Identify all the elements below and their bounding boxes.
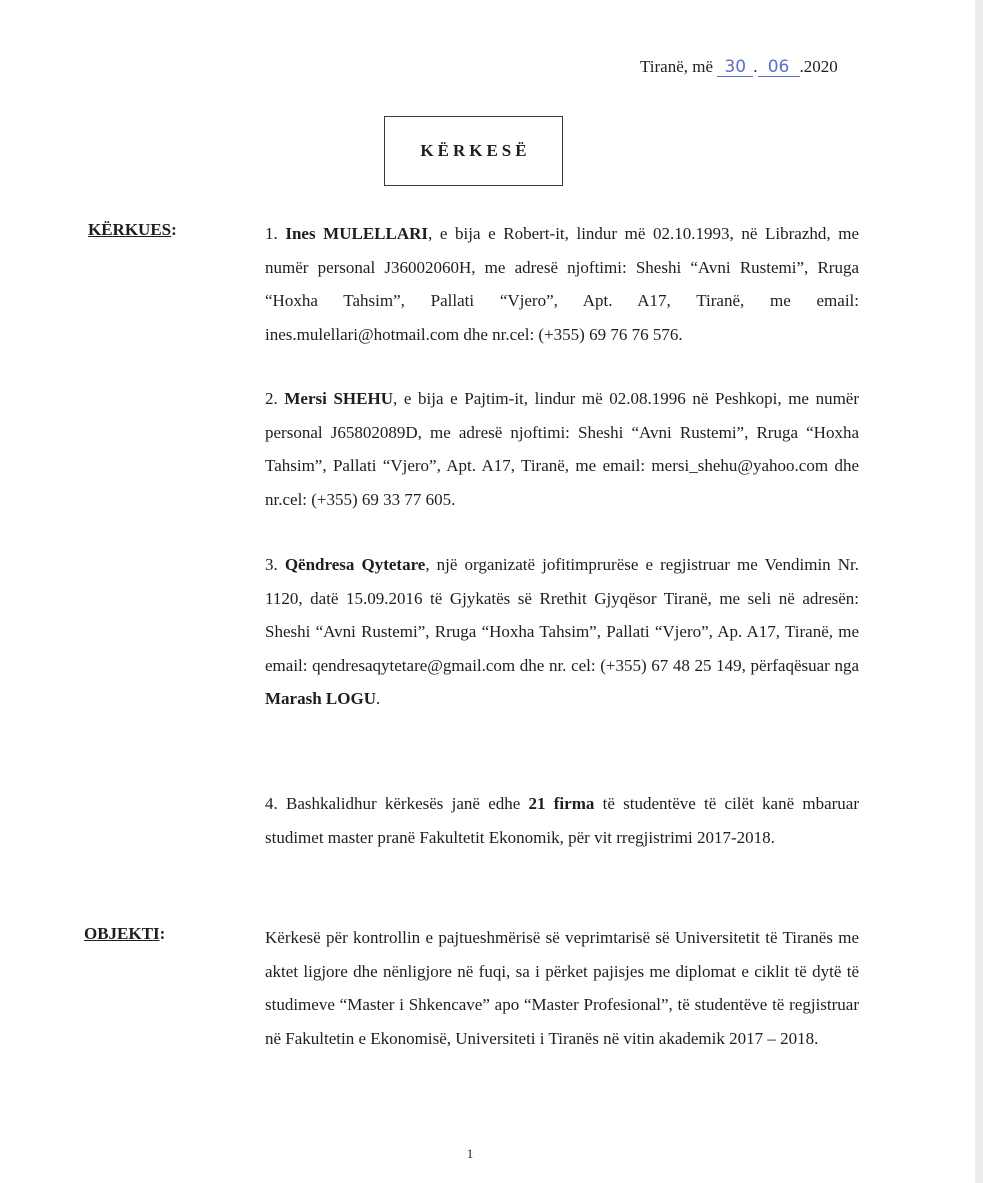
date-separator: . <box>753 57 758 76</box>
requester-label-colon: : <box>171 220 177 239</box>
object-label <box>84 924 165 944</box>
date-line <box>640 57 838 77</box>
requester-label-text: KËRKUES <box>88 220 172 239</box>
representative-name: Marash LOGU <box>265 689 376 708</box>
item-number: 4. <box>265 794 278 813</box>
signatures-pre: Bashkalidhur kërkesës janë edhe <box>286 794 529 813</box>
handwritten-month: 06 <box>758 58 800 77</box>
object-label-colon: : <box>159 924 166 943</box>
requester-name: Ines MULELLARI <box>285 224 429 243</box>
organization-end: . <box>375 689 381 708</box>
handwritten-day: 30 <box>717 58 753 77</box>
document-title-box <box>384 116 563 186</box>
requester-item-2 <box>265 382 859 516</box>
requester-details: , e bija e Robert-it, lindur më 02.10.1993, në Librazhd, me numër personal J36002060H, me adresë njoftimi: Sheshi “Avni Rustemi”, Rruga “Hoxha Tahsim”, Pallati “Vjero”, Apt. A17, Tiranë, me email: ines.mulellari@hotmail.com dhe nr.cel: (+355) 69 76 76 576. <box>265 224 860 344</box>
item-number: 3. <box>265 555 278 574</box>
date-prefix: Tiranë, më <box>640 57 714 76</box>
signatures-count: 21 firma <box>528 794 595 813</box>
requester-details: , e bija e Pajtim-it, lindur më 02.08.1996 në Peshkopi, me numër personal J65802089D, me adresë njoftimi: Sheshi “Avni Rustemi”, Rruga “Hoxha Tahsim”, Pallati “Vjero”, Apt. A17, Tiranë, me email: mersi_shehu@yahoo.com dhe nr.cel: (+355) 69 33 77 605. <box>265 389 860 509</box>
requester-item-4 <box>265 787 859 854</box>
requester-name: Mersi SHEHU <box>284 389 393 408</box>
organization-details: , një organizatë jofitimprurëse e regjistruar me Vendimin Nr. 1120, datë 15.09.2016 të Gjykatës së Rrethit Gjyqësor Tiranë, me seli në adresën: Sheshi “Avni Rustemi”, Rruga “Hoxha Tahsim”, Pallati “Vjero”, Ap. A17, Tiranë, me email: qendresaqytetare@gmail.com dhe nr. cel: (+355) 67 48 25 149, përfaqësuar nga <box>265 555 860 675</box>
page-edge <box>975 0 983 1183</box>
object-label-text: OBJEKTI <box>84 924 160 943</box>
requester-item-1 <box>265 217 859 351</box>
requester-label <box>88 220 177 240</box>
signatures-post: të studentëve të cilët kanë mbaruar studimet master pranë Fakultetit Ekonomik, për vit rregjistrimi 2017-2018. <box>265 794 859 847</box>
page-number: 1 <box>466 1146 474 1161</box>
organization-name: Qëndresa Qytetare <box>284 555 426 574</box>
item-number: 2. <box>265 389 278 408</box>
object-text: Kërkesë për kontrollin e pajtueshmërisë së veprimtarisë së Universitetit të Tiranës me aktet ligjore dhe nënligjore në fuqi, sa i përket pajisjes me diplomat e ciklit të dytë të studimeve “Master i Shkencave” apo “Master Profesional”, të studentëve të regjistruar në Fakultetin e Ekonomisë, Universiteti i Tiranës në vitin akademik 2017 – 2018. <box>265 928 859 1048</box>
item-number: 1. <box>265 224 278 243</box>
date-year: .2020 <box>799 57 838 76</box>
document-title: KËRKESË <box>420 141 531 160</box>
requester-item-3 <box>265 548 859 716</box>
